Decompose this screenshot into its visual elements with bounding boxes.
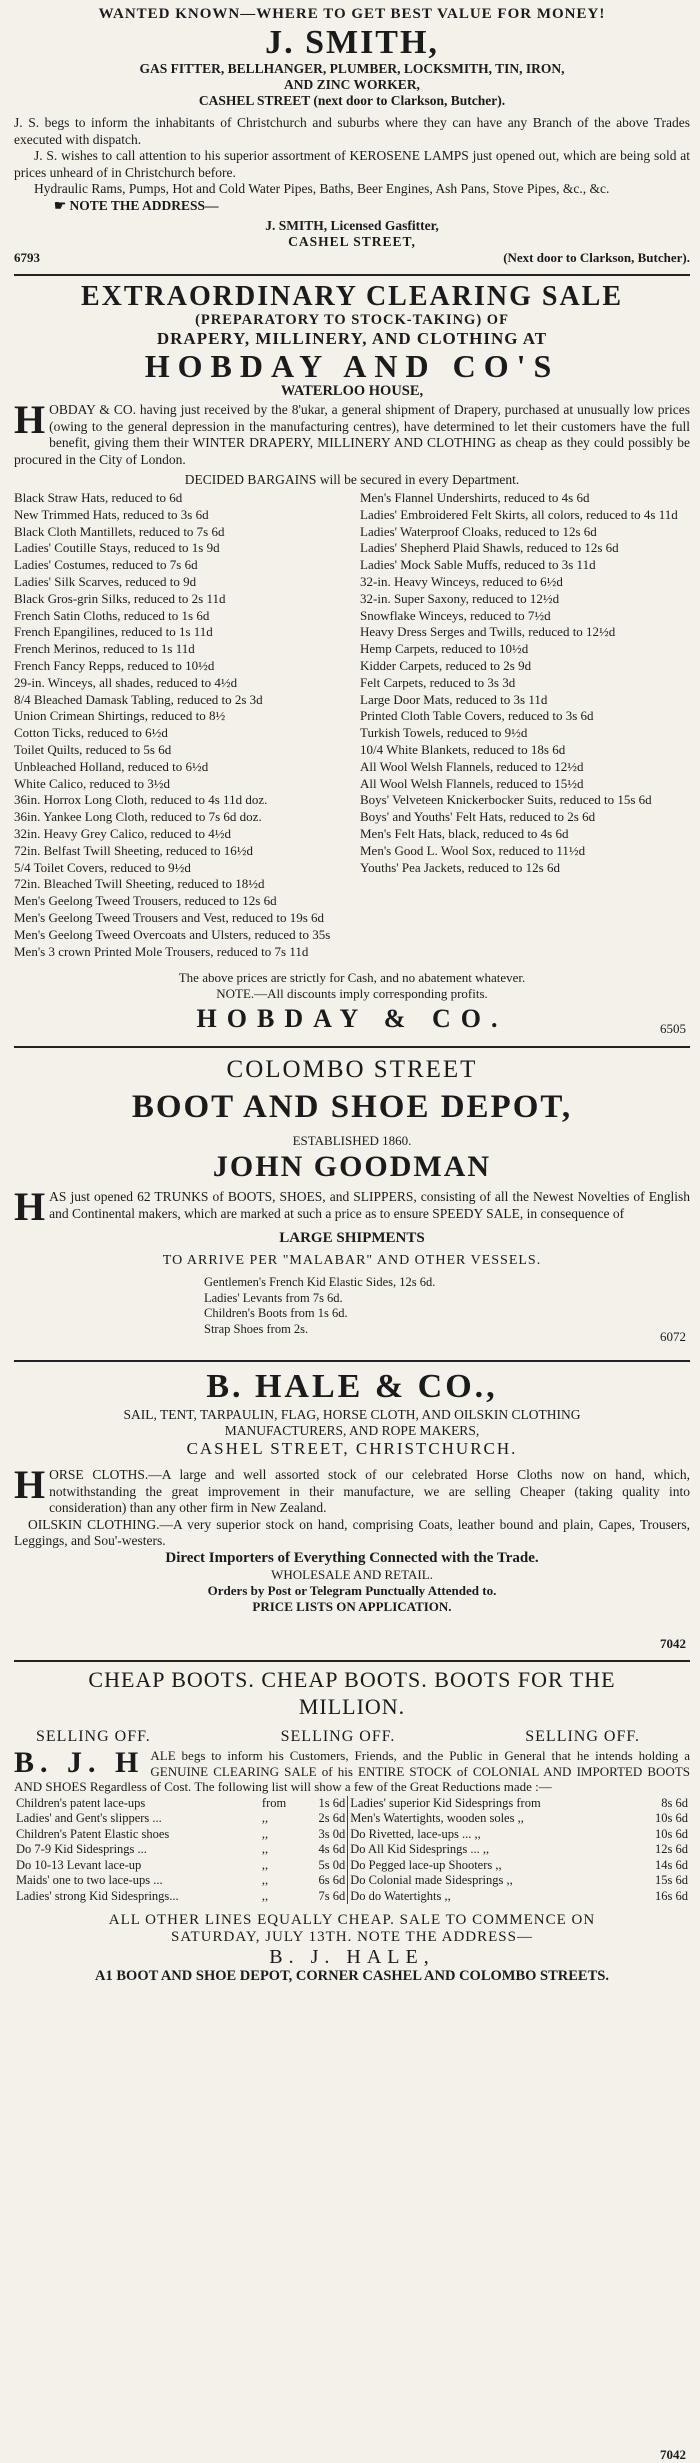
smith-sign-row xyxy=(14,250,690,266)
smith-note: ☛ NOTE THE ADDRESS— xyxy=(54,197,219,213)
bjhale-advertisement xyxy=(14,1666,690,1985)
price-list-item: Felt Carpets, reduced to 3s 3d xyxy=(360,674,516,690)
price-list-item: 29-in. Winceys, all shades, reduced to 4½d xyxy=(14,674,238,690)
table-cell: Ladies' superior Kid Sidesprings from xyxy=(350,1795,541,1810)
smith-para-3: Hydraulic Rams, Pumps, Hot and Cold Water Pipes, Baths, Beer Engines, Ash Pans, Stove Pipes, &c., &c. xyxy=(34,181,610,196)
table-cell: 10s 6d xyxy=(655,1826,688,1841)
table-cell: ,, xyxy=(261,1873,269,1887)
price-list-item: Snowflake Winceys, reduced to 7½d xyxy=(360,607,551,623)
table-cell: Do All Kid Sidesprings ... ,, xyxy=(350,1842,490,1856)
price-list-item: Unbleached Holland, reduced to 6½d xyxy=(14,758,209,774)
price-list-item: Large Door Mats, reduced to 3s 11d xyxy=(360,691,548,707)
price-list-item: Toilet Quilts, reduced to 5s 6d xyxy=(14,741,172,757)
table-cell: Do Colonial made Sidesprings ,, xyxy=(350,1873,513,1887)
table-cell: Do 7-9 Kid Sidesprings ... xyxy=(16,1842,147,1856)
price-list-item: Black Straw Hats, reduced to 6d xyxy=(14,490,183,505)
price-list-item: Ladies' Coutille Stays, reduced to 1s 9d xyxy=(14,540,220,556)
bjhale-price-table xyxy=(14,1796,690,1905)
smith-ref: 6793 xyxy=(14,250,40,265)
smith-para-2: J. S. wishes to call attention to his superior assortment of KEROSENE LAMPS just opened out, which are being sold at prices unheard of in Christchurch before. xyxy=(14,148,690,180)
bjhale-selling-2: SELLING OFF. xyxy=(280,1728,396,1745)
goodman-name: JOHN GOODMAN xyxy=(212,1150,492,1183)
goodman-street: COLOMBO STREET xyxy=(226,1056,478,1083)
table-cell: Do Rivetted, lace-ups ... ,, xyxy=(350,1826,481,1841)
goodman-est: ESTABLISHED 1860. xyxy=(292,1133,412,1148)
smith-advertisement xyxy=(14,6,690,266)
price-list-item: Black Gros-grin Silks, reduced to 2s 11d xyxy=(14,590,226,606)
price-list-item: Ladies' Costumes, reduced to 7s 6d xyxy=(14,557,198,573)
goodman-item: Gentlemen's French Kid Elastic Sides, 12s 6d. xyxy=(204,1275,436,1289)
price-list-item: White Calico, reduced to 3½d xyxy=(14,775,170,791)
hale-price: PRICE LISTS ON APPLICATION. xyxy=(252,1598,452,1614)
price-list-item: All Wool Welsh Flannels, reduced to 12½d xyxy=(360,758,584,774)
price-list-item: Boys' and Youths' Felt Hats, reduced to 2s 6d xyxy=(360,809,596,825)
smith-sign-1: J. SMITH, Licensed Gasfitter, xyxy=(265,218,439,233)
divider xyxy=(14,274,690,276)
price-list-item: Ladies' Silk Scarves, reduced to 9d xyxy=(14,573,197,589)
goodman-arrive: TO ARRIVE PER "MALABAR" AND OTHER VESSELS. xyxy=(162,1253,542,1268)
hale-wholesale: WHOLESALE AND RETAIL. xyxy=(271,1566,433,1582)
goodman-item: Strap Shoes from 2s. xyxy=(204,1321,309,1336)
hobday-cash: The above prices are strictly for Cash, and no abatement whatever. xyxy=(178,970,526,986)
hobday-sub-2: DRAPERY, MILLINERY, AND CLOTHING AT xyxy=(156,329,548,348)
table-cell: Ladies' and Gent's slippers ... xyxy=(16,1811,162,1825)
hale-para-2: OILSKIN CLOTHING.—A very superior stock on hand, comprising Coats, leather bound and plain, Capes, Trousers, Leggings, and Sou'-westers. xyxy=(14,1516,690,1548)
table-cell: Do do Watertights ,, xyxy=(350,1888,451,1903)
hobday-house: WATERLOO HOUSE, xyxy=(280,383,424,399)
price-list-item: Men's Flannel Undershirts, reduced to 4s 6d xyxy=(360,490,590,505)
table-cell: 7s 6d xyxy=(302,1889,348,1905)
bjhale-selling-3: SELLING OFF. xyxy=(525,1728,640,1745)
hobday-title: EXTRAORDINARY CLEARING SALE xyxy=(80,281,624,312)
price-list-item: French Epangilines, reduced to 1s 11d xyxy=(14,624,213,640)
table-cell: ,, xyxy=(261,1888,269,1903)
price-list-item: Ladies' Waterproof Cloaks, reduced to 12s 6d xyxy=(360,523,597,539)
table-cell: 6s 6d xyxy=(302,1873,348,1889)
price-list-item: Men's Felt Hats, black, reduced to 4s 6d xyxy=(360,825,569,841)
price-list-item: Men's 3 crown Printed Mole Trousers, reduced to 7s 11d xyxy=(14,943,309,959)
table-cell: Children's Patent Elastic shoes xyxy=(16,1826,170,1841)
price-list-item: Cotton Ticks, reduced to 6½d xyxy=(14,725,168,741)
hobday-right-column xyxy=(360,490,690,960)
table-cell: Do Pegged lace-up Shooters ,, xyxy=(350,1857,502,1872)
bjhale-initials: B. J. H xyxy=(14,1746,145,1779)
price-list-item: Hemp Carpets, reduced to 10½d xyxy=(360,641,529,657)
bjhale-selling-1: SELLING OFF. xyxy=(36,1728,151,1745)
bjhale-saturday: SATURDAY, JULY 13TH. NOTE THE ADDRESS— xyxy=(171,1929,533,1945)
hobday-intro: HOBDAY & CO. having just received by the 8'ukar, a general shipment of Drapery, purchased at unusually low prices (owing to the general depression in the manufacturing centres), have determined to let their customers have the full benefit, giving them their WINTER DRAPERY, MILLINERY AND CLOTHING as cheap as they could possibly be procured in the City of London. xyxy=(14,397,690,467)
table-cell: ,, xyxy=(261,1811,269,1825)
table-cell: ,, xyxy=(261,1826,269,1841)
pointing-hand-icon: ☛ xyxy=(54,197,70,213)
table-cell: 1s 6d xyxy=(302,1796,348,1812)
smith-name: J. SMITH, xyxy=(265,24,439,61)
price-list-item: French Satin Cloths, reduced to 1s 6d xyxy=(14,607,210,623)
price-list-item: 8/4 Bleached Damask Tabling, reduced to 2s 3d xyxy=(14,691,263,707)
price-list-item: Men's Geelong Tweed Overcoats and Ulsters, reduced to 35s xyxy=(14,926,331,942)
hobday-note: NOTE.—All discounts imply corresponding profits. xyxy=(216,986,488,1002)
goodman-advertisement xyxy=(14,1053,690,1337)
price-list-item: Ladies' Shepherd Plaid Shawls, reduced to 12s 6d xyxy=(360,540,619,556)
hobday-footer: HOBDAY & CO. xyxy=(196,1004,508,1034)
table-row xyxy=(14,1827,690,1843)
price-list-item: All Wool Welsh Flannels, reduced to 15½d xyxy=(360,775,584,791)
hobday-ref: 6505 xyxy=(660,1021,686,1036)
table-cell: 8s 6d xyxy=(661,1795,688,1810)
price-list-item: French Fancy Repps, reduced to 10½d xyxy=(14,657,215,673)
hale-address: CASHEL STREET, CHRISTCHURCH. xyxy=(186,1439,518,1458)
drop-cap: H xyxy=(14,1462,46,1507)
bjhale-selling-row xyxy=(36,1728,640,1746)
divider xyxy=(14,1660,690,1662)
price-list-item: 32in. Heavy Grey Calico, reduced to 4½d xyxy=(14,825,231,841)
price-list-item: 5/4 Toilet Covers, reduced to 9½d xyxy=(14,859,191,875)
hale-trades-2: MANUFACTURERS, AND ROPE MAKERS, xyxy=(224,1423,480,1438)
hobday-price-list xyxy=(14,490,690,960)
price-list-item: 10/4 White Blankets, reduced to 18s 6d xyxy=(360,741,566,757)
hobday-bargains: DECIDED BARGAINS will be secured in every Department. xyxy=(184,472,520,487)
table-cell: ,, xyxy=(261,1857,269,1872)
hale-ref: 7042 xyxy=(660,1636,686,1651)
price-list-item: New Trimmed Hats, reduced to 3s 6d xyxy=(14,506,209,522)
goodman-ref: 6072 xyxy=(660,1329,686,1344)
hale-direct: Direct Importers of Everything Connected with the Trade. xyxy=(165,1549,539,1566)
table-cell: 16s 6d xyxy=(655,1888,688,1903)
bjhale-depot: A1 BOOT AND SHOE DEPOT, CORNER CASHEL AND COLOMBO STREETS. xyxy=(95,1968,609,1984)
table-cell: ,, xyxy=(261,1842,269,1856)
price-list-item: Boys' Velveteen Knickerbocker Suits, reduced to 15s 6d xyxy=(360,792,652,808)
goodman-title: BOOT AND SHOE DEPOT, xyxy=(131,1089,573,1125)
price-list-item: Printed Cloth Table Covers, reduced to 3s 6d xyxy=(360,708,594,724)
goodman-item: Ladies' Levants from 7s 6d. xyxy=(204,1290,343,1305)
table-cell: 4s 6d xyxy=(302,1842,348,1858)
table-cell: Do 10-13 Levant lace-up xyxy=(16,1857,142,1872)
price-list-item: 32-in. Super Saxony, reduced to 12½d xyxy=(360,590,560,606)
table-cell: 2s 6d xyxy=(302,1811,348,1827)
hale-name: B. HALE & CO., xyxy=(206,1368,498,1405)
table-cell: 15s 6d xyxy=(655,1873,688,1887)
smith-sign-2: CASHEL STREET, xyxy=(288,234,416,249)
price-list-item: 36in. Horrox Long Cloth, reduced to 4s 11d doz. xyxy=(14,792,268,808)
drop-cap: H xyxy=(14,397,46,442)
bjhale-intro: B. J. H ALE begs to inform his Customers, Friends, and the Public in General that he intends holding a GENUINE CLEARING SALE of his ENTIRE STOCK of COLONIAL AND IMPORTED BOOTS AND SHOES Regardless of Cost. The following list will show a few of the Great Reductions made :— xyxy=(14,1746,690,1794)
table-cell: Men's Watertights, wooden soles ,, xyxy=(350,1811,524,1825)
table-cell: Children's patent lace-ups xyxy=(16,1795,146,1810)
table-cell: from xyxy=(261,1795,287,1810)
smith-trades-1: GAS FITTER, BELLHANGER, PLUMBER, LOCKSMITH, TIN, IRON, xyxy=(139,61,565,76)
goodman-item-list xyxy=(14,1275,690,1337)
smith-address: CASHEL STREET (next door to Clarkson, Butcher). xyxy=(198,93,506,108)
price-list-item: Men's Good L. Wool Sox, reduced to 11½d xyxy=(360,842,586,858)
table-cell: Maids' one to two lace-ups ... xyxy=(16,1873,163,1887)
hale-orders: Orders by Post or Telegram Punctually Attended to. xyxy=(207,1582,497,1598)
hale-advertisement xyxy=(14,1367,690,1615)
bjhale-all-other: ALL OTHER LINES EQUALLY CHEAP. SALE TO COMMENCE ON xyxy=(108,1912,596,1928)
price-list-item: 72in. Belfast Twill Sheeting, reduced to 16½d xyxy=(14,842,253,858)
goodman-item: Children's Boots from 1s 6d. xyxy=(204,1306,348,1320)
price-list-item: Black Cloth Mantillets, reduced to 7s 6d xyxy=(14,523,225,539)
price-list-item: Ladies' Mock Sable Muffs, reduced to 3s 11d xyxy=(360,557,596,573)
table-row xyxy=(14,1858,690,1874)
goodman-para: HAS just opened 62 TRUNKS of BOOTS, SHOES, and SLIPPERS, consisting of all the Newest Novelties of English and Continental makers, which are marked at such a price as to ensure SPEEDY SALE, in consequence of xyxy=(14,1184,690,1229)
price-list-item: Heavy Dress Serges and Twills, reduced to 12½d xyxy=(360,624,616,640)
hale-trades-1: SAIL, TENT, TARPAULIN, FLAG, HORSE CLOTH, AND OILSKIN CLOTHING xyxy=(123,1407,581,1422)
table-cell: 10s 6d xyxy=(655,1811,688,1825)
hale-para-1: HORSE CLOTHS.—A large and well assorted stock of our celebrated Horse Cloths now on hand, which, notwithstanding the great improvement in their manufacture, we are selling Cheaper (taking quality into consideration) than any other firm in New Zealand. xyxy=(14,1462,690,1515)
bjhale-head: CHEAP BOOTS. CHEAP BOOTS. BOOTS FOR THE xyxy=(88,1667,616,1692)
table-row xyxy=(14,1811,690,1827)
price-list-item: Kidder Carpets, reduced to 2s 9d xyxy=(360,657,532,673)
table-cell: Ladies' strong Kid Sidesprings... xyxy=(16,1888,179,1903)
price-list-item: 32-in. Heavy Winceys, reduced to 6½d xyxy=(360,573,563,589)
table-cell: 3s 0d xyxy=(302,1827,348,1843)
price-list-item: Men's Geelong Tweed Trousers and Vest, reduced to 19s 6d xyxy=(14,909,325,925)
price-list-item: 72in. Bleached Twill Sheeting, reduced to 18½d xyxy=(14,876,265,892)
price-list-item: Union Crimean Shirtings, reduced to 8½ xyxy=(14,708,226,724)
price-list-item: Youths' Pea Jackets, reduced to 12s 6d xyxy=(360,859,560,875)
table-cell: 5s 0d xyxy=(302,1858,348,1874)
bjhale-head-2: MILLION. xyxy=(298,1694,406,1719)
smith-para-1: J. S. begs to inform the inhabitants of Christchurch and suburbs where they can have any Branch of the above Trades executed with dispatch. xyxy=(14,115,690,147)
table-cell: 12s 6d xyxy=(655,1842,688,1856)
smith-banner: WANTED KNOWN—WHERE TO GET BEST VALUE FOR MONEY! xyxy=(98,6,606,22)
price-list-item: French Merinos, reduced to 1s 11d xyxy=(14,641,195,657)
divider xyxy=(14,1046,690,1048)
drop-cap: H xyxy=(14,1184,46,1229)
table-row xyxy=(14,1796,690,1812)
table-row xyxy=(14,1842,690,1858)
smith-trades-2: AND ZINC WORKER, xyxy=(284,77,420,92)
smith-sign-3: (Next door to Clarkson, Butcher). xyxy=(503,250,690,265)
bjhale-ref: 7042 xyxy=(660,2447,686,2462)
hobday-advertisement xyxy=(14,282,690,1034)
table-row xyxy=(14,1873,690,1889)
hobday-name: HOBDAY AND CO'S xyxy=(144,348,560,384)
price-list-item: 36in. Yankee Long Cloth, reduced to 7s 6d doz. xyxy=(14,809,262,825)
price-list-item: Turkish Towels, reduced to 9½d xyxy=(360,725,528,741)
hobday-sub: (PREPARATORY TO STOCK-TAKING) OF xyxy=(195,312,509,328)
price-list-item: Ladies' Embroidered Felt Skirts, all colors, reduced to 4s 11d xyxy=(360,506,678,522)
goodman-large: LARGE SHIPMENTS xyxy=(279,1230,425,1246)
bjhale-sign: B. J. HALE, xyxy=(269,1946,435,1968)
table-row xyxy=(14,1889,690,1905)
divider xyxy=(14,1360,690,1362)
hobday-left-column xyxy=(14,490,344,960)
table-cell: 14s 6d xyxy=(655,1857,688,1872)
price-list-item: Men's Geelong Tweed Trousers, reduced to 12s 6d xyxy=(14,893,277,909)
